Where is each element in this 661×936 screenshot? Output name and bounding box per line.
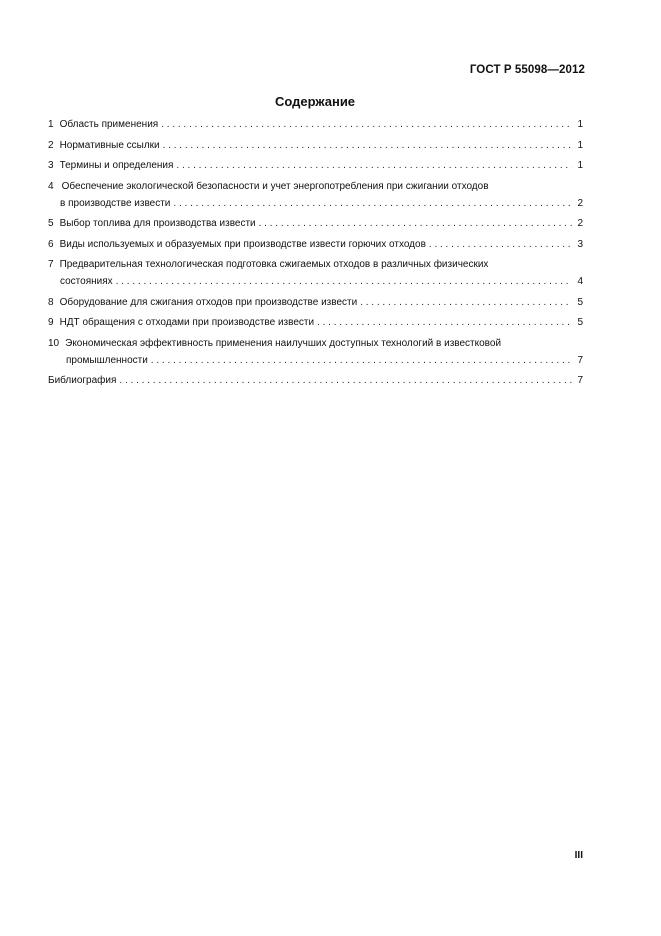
toc-entry-number: 7 (48, 259, 54, 270)
table-of-contents (48, 116, 583, 393)
toc-entry[interactable] (48, 116, 583, 133)
toc-entry-number: 9 (48, 317, 54, 328)
toc-entry[interactable] (48, 215, 583, 232)
toc-entry-page: 2 (577, 218, 583, 229)
toc-entry-number: 1 (48, 119, 54, 130)
toc-title: Содержание (274, 94, 356, 109)
toc-entry[interactable] (48, 137, 583, 154)
toc-entry-page: 1 (577, 160, 583, 171)
toc-entry[interactable] (48, 157, 583, 174)
toc-entry-page: 5 (577, 296, 583, 308)
toc-entry-title: Область применения (59, 119, 159, 130)
toc-dot-leader (360, 294, 572, 311)
toc-dot-leader (176, 157, 572, 174)
toc-entry[interactable] (48, 178, 583, 212)
toc-entry-page: 7 (577, 354, 583, 366)
toc-entry[interactable] (48, 335, 583, 369)
toc-entry-number: 4 (48, 180, 54, 192)
toc-entry-page: 3 (577, 238, 583, 250)
toc-dot-leader (173, 195, 572, 212)
toc-entry-bibliography[interactable] (48, 372, 583, 389)
toc-dot-leader (151, 352, 573, 369)
toc-entry-number: 2 (48, 139, 54, 151)
toc-entry-page: 1 (577, 119, 583, 130)
toc-dot-leader (259, 215, 573, 232)
page-number: III (574, 850, 583, 861)
toc-entry-title: Предварительная технологическая подготовка сжигаемых отходов в различных физических (59, 259, 489, 270)
toc-entry-title: Обеспечение экологической безопасности и учет энергопотребления при сжигании отходов (61, 180, 489, 192)
toc-entry-title: НДТ обращения с отходами при производстве извести (59, 317, 315, 328)
toc-entry-title: Термины и определения (59, 160, 174, 171)
toc-entry-title-continued: в производстве извести (60, 197, 171, 209)
toc-dot-leader (161, 116, 572, 133)
toc-entry-title-continued: промышленности (66, 354, 148, 366)
toc-entry-title: Нормативные ссылки (59, 139, 160, 151)
toc-entry-title: Экономическая эффективность применения наилучших доступных технологий в известковой (65, 337, 502, 349)
toc-entry[interactable] (48, 256, 583, 290)
toc-entry[interactable] (48, 294, 583, 311)
toc-entry[interactable] (48, 314, 583, 331)
toc-entry-page: 5 (577, 317, 583, 328)
toc-entry-page: 2 (577, 197, 583, 209)
toc-entry-number: 6 (48, 238, 54, 250)
toc-entry-number: 3 (48, 160, 54, 171)
toc-dot-leader (429, 236, 573, 253)
toc-dot-leader (163, 137, 573, 154)
toc-entry-title: Оборудование для сжигания отходов при производстве извести (59, 296, 358, 308)
toc-entry-page: 1 (577, 139, 583, 151)
toc-entry-number: 8 (48, 296, 54, 308)
toc-dot-leader (317, 314, 572, 331)
document-code: ГОСТ Р 55098—2012 (469, 64, 585, 76)
toc-entry-number: 10 (48, 337, 60, 349)
toc-entry-number: 5 (48, 218, 54, 229)
toc-entry-title: Библиография (48, 375, 117, 386)
toc-entry-page: 4 (577, 276, 583, 287)
toc-entry-title-continued: состояниях (60, 276, 113, 287)
toc-dot-leader (119, 372, 572, 389)
toc-entry[interactable] (48, 236, 583, 253)
toc-entry-title: Выбор топлива для производства извести (59, 218, 256, 229)
toc-dot-leader (116, 273, 573, 290)
toc-entry-page: 7 (577, 375, 583, 386)
toc-entry-title: Виды используемых и образуемых при производстве извести горючих отходов (59, 238, 426, 250)
